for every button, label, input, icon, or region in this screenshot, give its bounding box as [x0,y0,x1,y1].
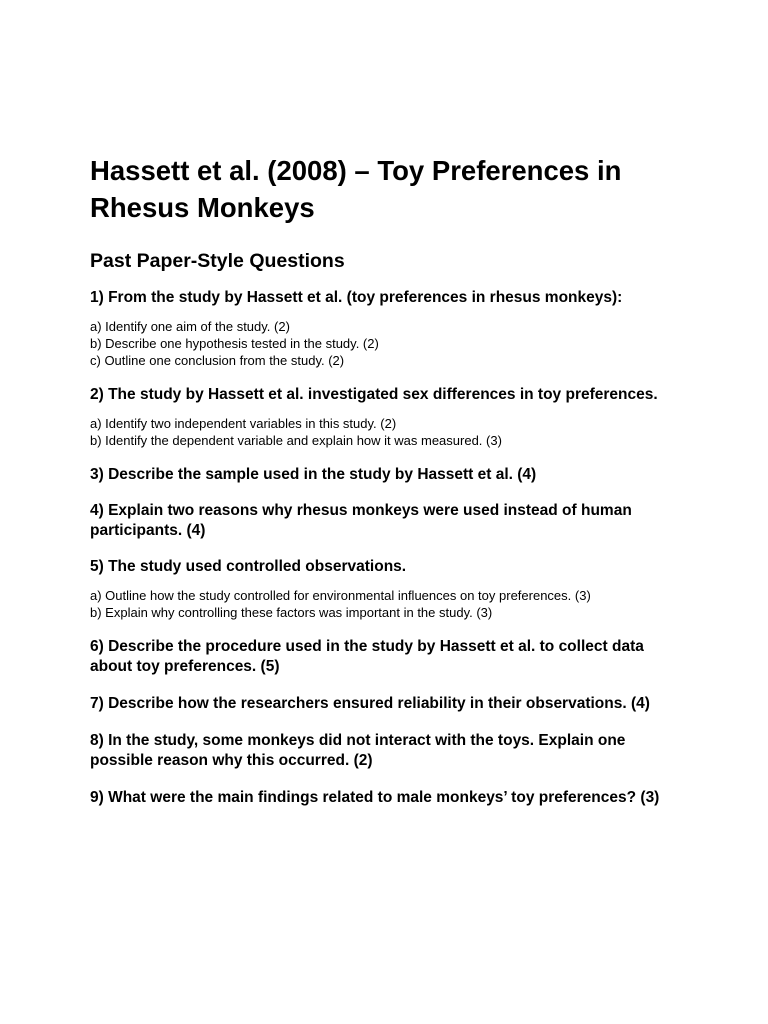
question-8-text: 8) In the study, some monkeys did not interact with the toys. Explain one possible reason why this occurred. (2) [90,732,626,769]
question-5 [90,557,690,621]
question-4-text: 4) Explain two reasons why rhesus monkeys were used instead of human participants. (4) [90,502,632,539]
question-6-text: 6) Describe the procedure used in the study by Hassett et al. to collect data about toy preferences. (5) [90,638,644,675]
document-page [90,152,690,808]
question-9-text: 9) What were the main findings related to male monkeys’ toy preferences? (3) [90,789,660,806]
question-2-text: 2) The study by Hassett et al. investigated sex differences in toy preferences. [90,386,658,403]
question-1-parts [90,318,690,369]
question-7 [90,694,690,714]
question-2-parts [90,415,690,449]
question-1 [90,288,690,369]
question-6 [90,637,690,677]
question-7-text: 7) Describe how the researchers ensured reliability in their observations. (4) [90,695,650,712]
question-1-text: 1) From the study by Hassett et al. (toy preferences in rhesus monkeys): [90,289,623,306]
document-title: Hassett et al. (2008) – Toy Preferences in Rhesus Monkeys [90,155,622,223]
question-4 [90,501,690,541]
question-1-part-c: c) Outline one conclusion from the study. (2) [90,353,345,368]
question-5-parts [90,587,690,621]
question-5-text: 5) The study used controlled observations. [90,558,407,575]
question-2-part-b: b) Identify the dependent variable and explain how it was measured. (3) [90,433,502,448]
question-3-text: 3) Describe the sample used in the study by Hassett et al. (4) [90,466,537,483]
question-9 [90,788,690,808]
question-5-part-b: b) Explain why controlling these factors was important in the study. (3) [90,605,493,620]
question-8 [90,731,690,771]
question-2-part-a: a) Identify two independent variables in this study. (2) [90,416,397,431]
question-1-part-b: b) Describe one hypothesis tested in the study. (2) [90,336,379,351]
question-3 [90,465,690,485]
question-2 [90,385,690,449]
question-5-part-a: a) Outline how the study controlled for environmental influences on toy preferences. (3) [90,588,591,603]
question-1-part-a: a) Identify one aim of the study. (2) [90,319,290,334]
section-heading: Past Paper-Style Questions [90,250,345,272]
